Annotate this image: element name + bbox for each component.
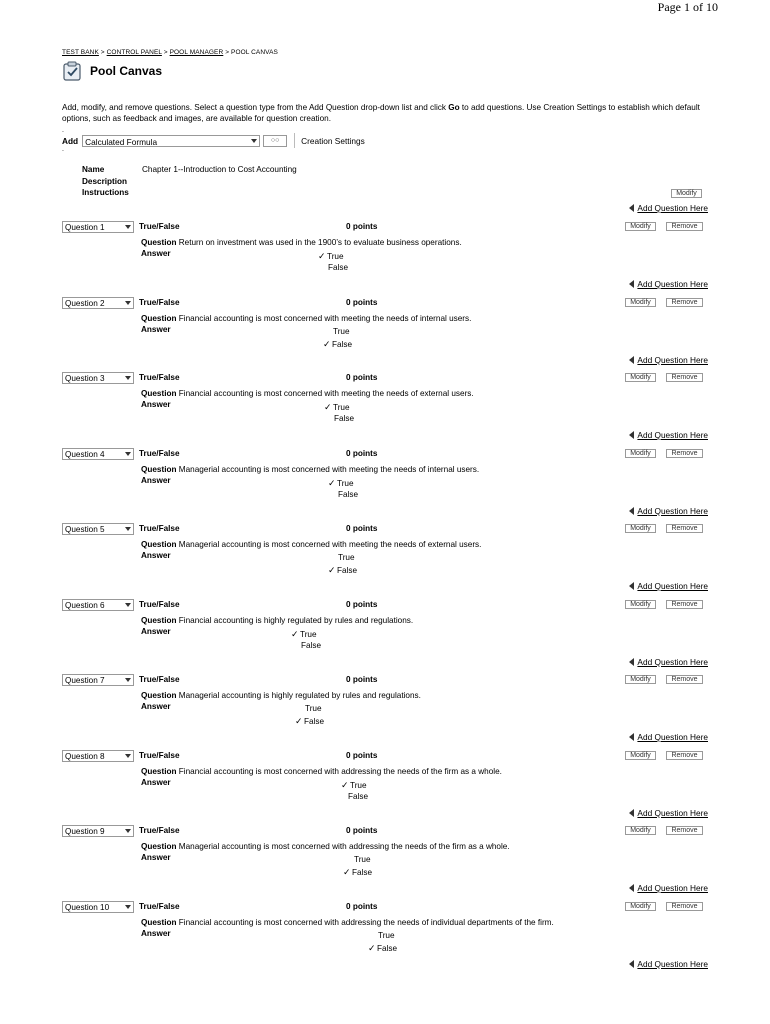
answer-option-label: False <box>334 414 355 423</box>
remove-button[interactable]: Remove <box>666 826 703 835</box>
divider-dot: . <box>62 127 64 134</box>
go-button[interactable]: ○○ <box>263 135 287 147</box>
add-question-here-link[interactable] <box>629 959 708 969</box>
answer-option-label: False <box>377 943 398 953</box>
answer-option-label: False <box>304 717 325 726</box>
question-number-label: Question 10 <box>65 902 110 912</box>
modify-button[interactable]: Modify <box>625 902 656 911</box>
question-number-select[interactable] <box>62 750 134 762</box>
question-points: 0 points <box>346 524 378 533</box>
arrow-left-icon <box>629 280 634 288</box>
chevron-down-icon <box>125 829 131 833</box>
add-question-here-link[interactable] <box>629 657 708 667</box>
question-number-select[interactable] <box>62 825 134 837</box>
add-question-here-label: Add Question Here <box>637 958 708 969</box>
question-body: Financial accounting is most concerned with meeting the needs of internal users. <box>178 313 472 323</box>
question-label: Question <box>141 766 177 776</box>
answer-label: Answer <box>141 853 171 862</box>
question-body: Managerial accounting is most concerned with addressing the needs of the firm as a whole. <box>178 842 510 851</box>
chevron-down-icon <box>125 376 131 380</box>
arrow-left-icon <box>629 356 634 364</box>
question-text <box>141 238 462 247</box>
checkmark-icon: ✓ <box>324 402 332 412</box>
checkmark-icon: ✓ <box>343 867 351 877</box>
arrow-left-icon <box>629 582 634 590</box>
answer-option-true <box>354 855 371 864</box>
answer-option-false <box>328 263 348 272</box>
answer-option-true <box>341 780 367 791</box>
add-question-here-label: Add Question Here <box>637 505 708 516</box>
add-question-here-label: Add Question Here <box>637 883 708 893</box>
question-type: True/False <box>139 599 180 609</box>
answer-option-true <box>328 478 354 489</box>
chevron-down-icon <box>125 225 131 229</box>
modify-button[interactable]: Modify <box>625 751 656 760</box>
creation-settings-link[interactable]: Creation Settings <box>301 135 365 146</box>
remove-button[interactable]: Remove <box>666 675 703 684</box>
add-question-here-label: Add Question Here <box>637 430 708 440</box>
pool-name-label: Name <box>82 165 105 174</box>
modify-button[interactable]: Modify <box>625 298 656 307</box>
pool-description-label: Description <box>82 177 128 186</box>
breadcrumb-item: POOL CANVAS <box>231 49 278 56</box>
answer-option-label: True <box>327 252 344 261</box>
question-number-select[interactable] <box>62 297 134 309</box>
question-type: True/False <box>139 675 180 684</box>
arrow-left-icon <box>629 884 634 892</box>
answer-option-true <box>338 553 355 562</box>
answer-option-label: True <box>337 478 354 488</box>
checkmark-icon: ✓ <box>341 779 349 790</box>
modify-button[interactable]: Modify <box>625 524 656 533</box>
answer-option-label: False <box>352 868 373 877</box>
question-number-label: Question 4 <box>65 449 105 459</box>
remove-button[interactable]: Remove <box>666 600 703 609</box>
add-question-here-link[interactable] <box>629 506 708 516</box>
breadcrumb-item[interactable]: TEST BANK <box>62 49 99 56</box>
question-body: Managerial accounting is most concerned with meeting the needs of external users. <box>178 540 482 549</box>
add-question-bar <box>62 133 365 148</box>
page-title: Pool Canvas <box>90 64 163 78</box>
breadcrumb-separator: > <box>161 49 170 56</box>
arrow-left-icon <box>629 204 634 212</box>
question-number-label: Question 5 <box>65 525 105 534</box>
remove-button[interactable]: Remove <box>666 373 703 382</box>
question-type: True/False <box>139 222 180 231</box>
answer-option-label: False <box>301 640 322 650</box>
checkmark-icon: ✓ <box>328 565 336 575</box>
question-points: 0 points <box>346 599 378 609</box>
question-number-select[interactable] <box>62 221 134 233</box>
page-number: Page 1 of 10 <box>657 0 718 14</box>
question-type: True/False <box>139 750 180 760</box>
answer-option-label: False <box>328 263 349 272</box>
question-label: Question <box>141 540 177 549</box>
arrow-left-icon <box>629 431 634 439</box>
answer-option-label: True <box>354 855 371 864</box>
answer-label: Answer <box>141 928 171 938</box>
question-points: 0 points <box>346 448 378 458</box>
question-number-select[interactable] <box>62 523 134 535</box>
add-label: Add <box>62 135 79 146</box>
modify-button[interactable]: Modify <box>625 600 656 609</box>
question-type: True/False <box>139 297 180 307</box>
chevron-down-icon <box>125 905 131 909</box>
breadcrumb <box>62 49 278 56</box>
answer-option-false <box>338 490 358 499</box>
question-text <box>141 389 474 398</box>
question-text <box>141 691 421 700</box>
answer-option-false <box>301 641 321 650</box>
modify-button[interactable]: Modify <box>625 826 656 835</box>
question-number-label: Question 1 <box>65 223 105 232</box>
answer-option-label: False <box>337 566 358 575</box>
question-body: Return on investment was used in the 1900’s to evaluate business operations. <box>178 238 462 247</box>
remove-button[interactable]: Remove <box>666 902 703 911</box>
question-number-select[interactable] <box>62 448 134 460</box>
checkmark-icon: ✓ <box>295 716 303 726</box>
question-type: True/False <box>139 448 180 458</box>
question-label: Question <box>141 842 177 851</box>
question-label: Question <box>141 691 177 700</box>
checkmark-icon: ✓ <box>323 338 331 349</box>
chevron-down-icon <box>125 301 131 305</box>
question-text <box>141 616 413 625</box>
title-row <box>62 61 162 81</box>
question-label: Question <box>141 917 177 927</box>
answer-option-label: False <box>348 791 369 801</box>
question-label: Question <box>141 389 177 398</box>
question-points: 0 points <box>346 297 378 307</box>
pool-name-value: Chapter 1--Introduction to Cost Accounting <box>142 165 297 174</box>
answer-label: Answer <box>141 249 171 258</box>
chevron-down-icon <box>125 754 131 758</box>
add-question-here-link[interactable] <box>629 279 708 289</box>
breadcrumb-item[interactable]: CONTROL PANEL <box>106 49 162 56</box>
question-type: True/False <box>139 901 180 911</box>
add-question-here-link[interactable] <box>629 808 708 818</box>
question-points: 0 points <box>346 675 378 684</box>
question-points: 0 points <box>346 750 378 760</box>
question-label: Question <box>141 313 177 323</box>
answer-option-false <box>368 943 397 954</box>
question-text <box>141 540 481 549</box>
page-instructions: Add, modify, and remove questions. Select a question type from the Add Question drop-down list and click Go to add questions. Use Creation Settings to establish which default options, such as feedback and images, are available for question creation. <box>62 103 700 123</box>
clipboard-check-icon <box>62 61 82 81</box>
answer-option-true <box>333 327 350 336</box>
arrow-left-icon <box>629 960 634 968</box>
answer-option-false <box>328 565 357 576</box>
arrow-left-icon <box>629 507 634 515</box>
add-question-here-label: Add Question Here <box>637 656 708 667</box>
answer-label: Answer <box>141 400 171 409</box>
checkmark-icon: ✓ <box>318 251 326 261</box>
answer-option-true <box>291 629 317 640</box>
answer-option-true <box>305 704 322 713</box>
question-number-label: Question 7 <box>65 676 105 685</box>
question-number-select[interactable] <box>62 372 134 384</box>
question-number-label: Question 3 <box>65 374 105 383</box>
checkmark-icon: ✓ <box>368 942 376 953</box>
question-label: Question <box>141 464 177 474</box>
remove-button[interactable]: Remove <box>666 222 703 231</box>
question-type: True/False <box>139 373 180 382</box>
question-label: Question <box>141 238 177 247</box>
question-number-select[interactable] <box>62 901 134 913</box>
question-number-label: Question 2 <box>65 298 105 308</box>
question-body: Financial accounting is most concerned with addressing the needs of individual departments of the firm. <box>178 917 554 927</box>
add-question-here-link[interactable]: Add Question Here <box>629 203 708 213</box>
chevron-down-icon <box>125 603 131 607</box>
answer-option-label: False <box>332 339 353 349</box>
modify-button[interactable]: Modify <box>625 373 656 382</box>
checkmark-icon: ✓ <box>328 477 336 488</box>
remove-button[interactable]: Remove <box>666 449 703 458</box>
question-points: 0 points <box>346 901 378 911</box>
pool-instructions-label: Instructions <box>82 188 129 197</box>
chevron-down-icon <box>125 527 131 531</box>
add-question-here-link[interactable] <box>629 883 708 893</box>
add-question-here-label: Add Question Here <box>637 279 708 289</box>
answer-option-false <box>323 339 352 350</box>
question-type: True/False <box>139 826 180 835</box>
question-text <box>141 314 471 323</box>
modify-button[interactable]: Modify <box>625 222 656 231</box>
answer-option-false <box>334 414 354 423</box>
answer-label: Answer <box>141 702 171 711</box>
answer-option-label: True <box>300 629 317 639</box>
question-body: Managerial accounting is highly regulated by rules and regulations. <box>178 691 421 700</box>
question-text <box>141 465 479 474</box>
remove-button[interactable]: Remove <box>666 524 703 533</box>
answer-label: Answer <box>141 324 171 334</box>
add-question-here-label: Add Question Here <box>637 807 708 818</box>
add-question-here-label: Add Question Here <box>637 732 708 742</box>
question-text <box>141 767 502 776</box>
chevron-down-icon <box>251 139 257 143</box>
answer-option-true <box>318 251 344 262</box>
answer-option-false <box>343 867 372 878</box>
question-number-label: Question 6 <box>65 600 105 610</box>
breadcrumb-separator: > <box>98 49 107 56</box>
question-label: Question <box>141 615 177 625</box>
answer-label: Answer <box>141 777 171 787</box>
modify-button[interactable]: Modify <box>625 675 656 684</box>
add-question-here-link[interactable] <box>629 732 708 742</box>
answer-option-label: True <box>350 780 367 790</box>
answer-option-true <box>378 931 395 940</box>
question-number-select[interactable] <box>62 674 134 686</box>
modify-button[interactable]: Modify <box>625 449 656 458</box>
answer-option-false <box>295 716 324 727</box>
arrow-left-icon <box>629 658 634 666</box>
arrow-left-icon <box>629 733 634 741</box>
breadcrumb-item[interactable]: POOL MANAGER <box>169 49 224 56</box>
question-body: Financial accounting is most concerned with addressing the needs of the firm as a whole. <box>178 766 502 776</box>
add-question-here-label: Add Question Here <box>637 581 708 591</box>
question-text <box>141 842 510 851</box>
arrow-left-icon <box>629 809 634 817</box>
answer-option-label: True <box>305 704 322 713</box>
question-body: Financial accounting is most concerned with meeting the needs of external users. <box>178 389 474 398</box>
chevron-down-icon <box>125 452 131 456</box>
divider-dot: . <box>62 146 64 153</box>
breadcrumb-separator: > <box>223 49 232 56</box>
answer-option-label: True <box>333 403 350 412</box>
add-question-here-label: Add Question Here <box>637 354 708 365</box>
toolbar-divider <box>294 133 295 148</box>
add-question-here-link[interactable] <box>629 355 708 365</box>
answer-option-label: True <box>333 326 350 336</box>
question-type: True/False <box>139 524 180 533</box>
modify-pool-button[interactable]: Modify <box>671 189 702 198</box>
answer-label: Answer <box>141 475 171 485</box>
answer-label: Answer <box>141 626 171 636</box>
question-body: Managerial accounting is most concerned with meeting the needs of internal users. <box>178 464 480 474</box>
question-number-label: Question 8 <box>65 751 105 761</box>
answer-option-label: True <box>378 930 395 940</box>
answer-option-label: True <box>338 553 355 562</box>
question-text <box>141 918 554 927</box>
chevron-down-icon <box>125 678 131 682</box>
question-points: 0 points <box>346 373 378 382</box>
question-number-select[interactable] <box>62 599 134 611</box>
question-body: Financial accounting is highly regulated by rules and regulations. <box>178 615 414 625</box>
question-points: 0 points <box>346 826 378 835</box>
question-points: 0 points <box>346 222 378 231</box>
answer-label: Answer <box>141 551 171 560</box>
remove-button[interactable]: Remove <box>666 751 703 760</box>
add-question-here-link[interactable] <box>629 581 708 591</box>
answer-option-label: False <box>338 489 359 499</box>
add-question-here-link[interactable] <box>629 430 708 440</box>
remove-button[interactable]: Remove <box>666 298 703 307</box>
checkmark-icon: ✓ <box>291 628 299 639</box>
answer-option-false <box>348 792 368 801</box>
answer-option-true <box>324 402 350 413</box>
question-type-select[interactable]: Calculated Formula <box>82 135 260 147</box>
question-number-label: Question 9 <box>65 827 105 836</box>
